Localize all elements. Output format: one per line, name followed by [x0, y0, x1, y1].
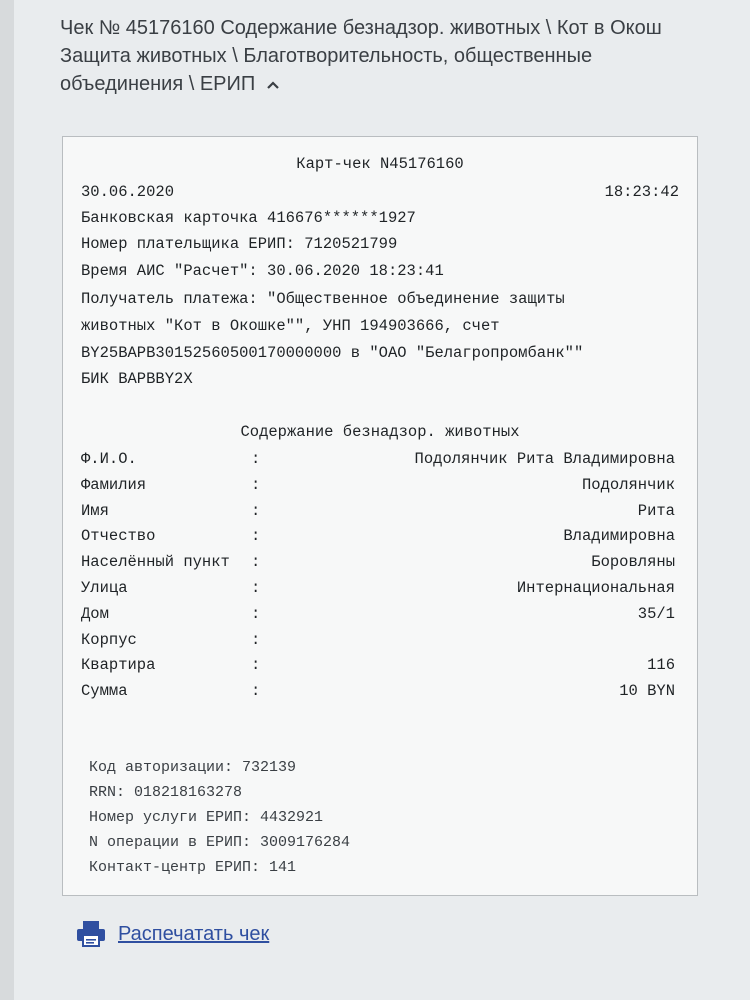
field-label: Улица	[81, 579, 128, 597]
field-label: Имя	[81, 501, 109, 520]
field-row	[81, 450, 675, 472]
field-value: Подолянчик Рита Владимировна	[414, 450, 675, 468]
operation-number: N операции в ЕРИП: 3009176284	[89, 834, 351, 851]
rrn: RRN: 018218163278	[89, 784, 243, 801]
field-label: Населённый пункт	[81, 553, 230, 572]
field-value: Интернациональная	[516, 579, 675, 597]
field-label: Квартира	[81, 656, 156, 675]
field-row	[81, 476, 675, 498]
recipient-line-2: животных "Кот в Окошке"", УНП 194903666, счет	[81, 317, 500, 335]
header-line-2: Защита животных \ Благотворительность, общественные	[60, 45, 593, 67]
recipient-line-3: BY25BAPB30152560500170000000 в "ОАО "Белагропромбанк""	[81, 344, 584, 362]
field-colon: :	[251, 527, 261, 546]
field-value: Владимировна	[563, 527, 675, 546]
field-row	[81, 682, 675, 704]
print-receipt-label[interactable]: Распечатать чек	[118, 922, 270, 945]
field-value: Подолянчик	[581, 475, 675, 494]
card-number: Банковская карточка 416676******1927	[81, 209, 416, 227]
field-value: 10 BYN	[619, 682, 675, 701]
receipt-date: 30.06.2020	[81, 183, 175, 201]
field-row	[81, 656, 675, 678]
header-line-3	[60, 70, 750, 98]
field-row	[81, 527, 675, 549]
ais-time: Время АИС "Расчет": 30.06.2020 18:23:41	[81, 262, 444, 280]
chevron-up-icon[interactable]	[267, 80, 279, 90]
service-title: Содержание безнадзор. животных	[240, 423, 520, 441]
field-label: Дом	[81, 604, 109, 623]
field-colon: :	[251, 450, 261, 468]
field-value: Рита	[637, 501, 675, 520]
field-colon: :	[251, 682, 261, 701]
field-colon: :	[251, 604, 261, 623]
field-colon: :	[251, 579, 261, 597]
recipient-line-4: БИК BAPBBY2X	[81, 370, 193, 388]
field-label: Корпус	[81, 630, 137, 649]
field-row	[81, 605, 675, 627]
service-number: Номер услуги ЕРИП: 4432921	[89, 809, 324, 826]
recipient-line-1: Получатель платежа: "Общественное объединение защиты	[81, 290, 565, 308]
field-colon: :	[251, 656, 261, 675]
receipt-panel	[62, 136, 698, 896]
field-value: 35/1	[637, 604, 675, 623]
receipt-time: 18:23:42	[604, 183, 679, 201]
payer-number: Номер плательщика ЕРИП: 7120521799	[81, 235, 398, 253]
field-row	[81, 631, 675, 653]
field-colon: :	[251, 475, 261, 494]
header-line-1: Чек № 45176160 Содержание безнадзор. животных \ Кот в Окош	[60, 17, 662, 39]
field-value: Боровляны	[591, 553, 675, 572]
field-colon: :	[251, 630, 261, 649]
field-label: Отчество	[81, 527, 156, 546]
field-row	[81, 579, 675, 601]
field-row	[81, 553, 675, 575]
field-colon: :	[251, 501, 261, 520]
field-label: Ф.И.О.	[81, 450, 137, 468]
printer-icon	[76, 920, 106, 948]
auth-code: Код авторизации: 732139	[89, 759, 297, 776]
window-edge	[0, 0, 14, 1000]
receipt-title: Карт-чек N45176160	[296, 155, 464, 173]
field-row	[81, 502, 675, 524]
header-line-3-text: объединения \ ЕРИП	[60, 73, 256, 95]
field-label: Фамилия	[81, 475, 147, 494]
receipt-header	[60, 14, 750, 98]
field-label: Сумма	[81, 682, 128, 701]
field-value: 116	[647, 656, 675, 675]
contact-center: Контакт-центр ЕРИП: 141	[89, 859, 297, 876]
print-receipt-link[interactable]	[76, 918, 269, 950]
field-colon: :	[251, 553, 261, 572]
